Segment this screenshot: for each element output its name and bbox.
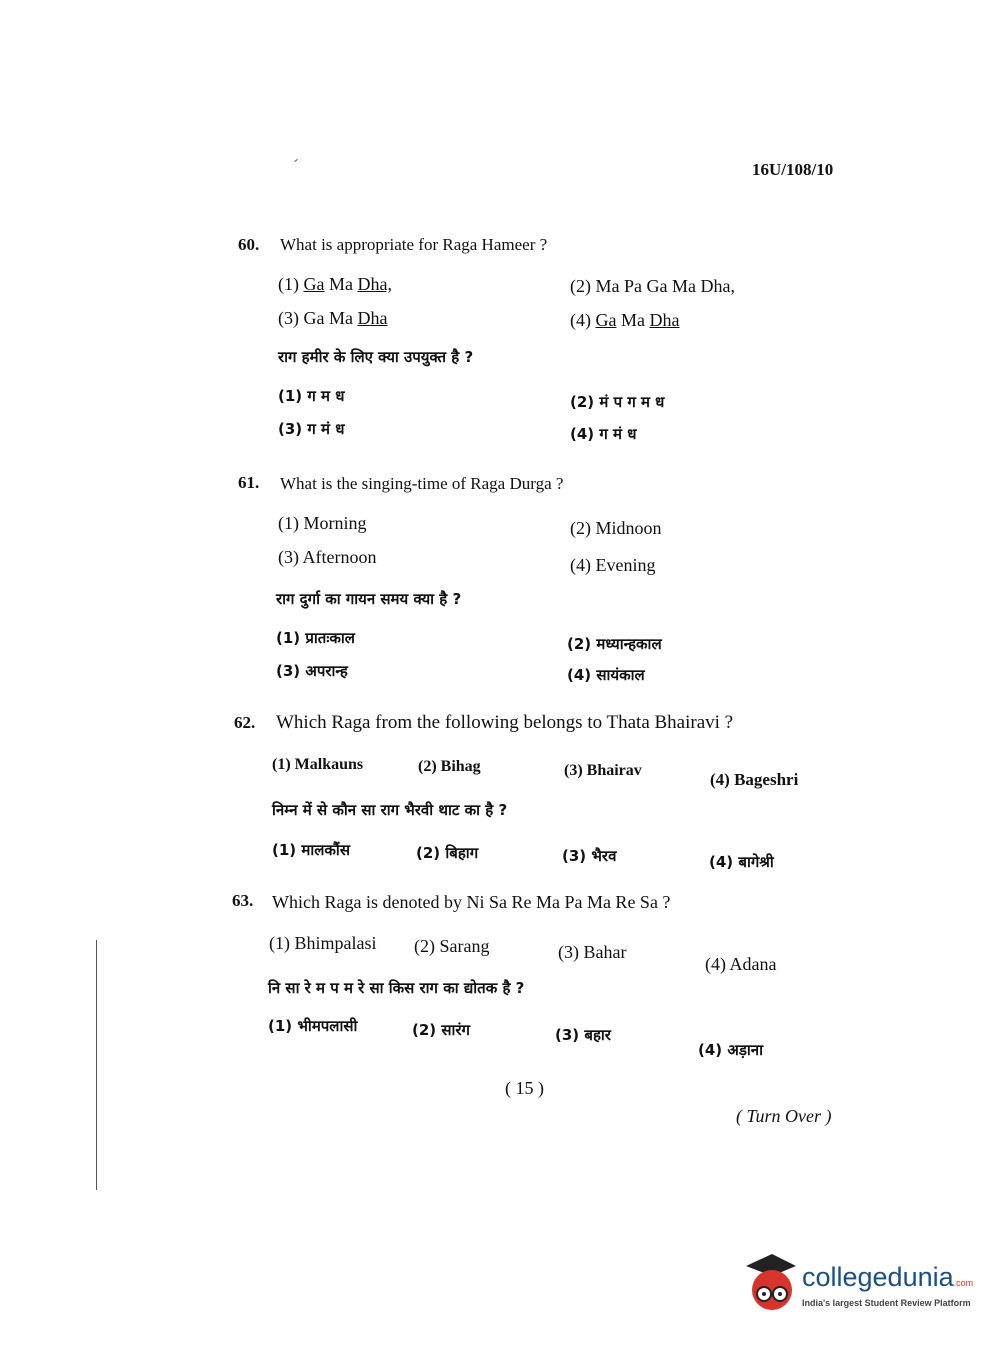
option-number: (2) (414, 936, 435, 956)
option-text: ग मं ध (599, 425, 637, 443)
question-number: 62. (234, 713, 256, 732)
option-text: Bahar (583, 942, 627, 962)
hindi-option (555, 1025, 611, 1045)
note: Ga (595, 310, 617, 330)
note: Ga (646, 276, 668, 296)
hindi-option (709, 852, 774, 872)
option-number: (1) (276, 629, 301, 647)
option-text: बिहाग (445, 844, 479, 862)
question-number: 61. (238, 473, 260, 492)
option-number: (1) (278, 513, 299, 533)
brand-suffix: .com (953, 1278, 974, 1288)
note: Dha, (357, 274, 392, 294)
option-number: (3) (278, 547, 299, 567)
option-text: ग मं ध (307, 420, 345, 438)
option (710, 770, 798, 790)
hindi-option (570, 424, 636, 444)
hindi-question-text: राग दुर्गा का गायन समय क्या है ? (276, 590, 462, 608)
option-text: Bhairav (586, 762, 642, 779)
option (570, 555, 656, 576)
option-text: Malkauns (294, 756, 364, 773)
page-number: ( 15 ) (505, 1078, 544, 1098)
option-text: Midnoon (595, 518, 662, 538)
option-text: Bihag (440, 758, 481, 775)
option-text: प्रातःकाल (305, 629, 355, 647)
option-number: (3) (555, 1026, 580, 1044)
option-text: Afternoon (302, 547, 377, 567)
option-number: (3) (562, 847, 587, 865)
option-number: (3) (278, 420, 303, 438)
question-text: What is appropriate for Raga Hameer ? (280, 235, 548, 254)
note: Ga (303, 274, 325, 294)
option (269, 933, 377, 954)
note: Ma (672, 276, 696, 296)
option (570, 518, 662, 539)
option-number: (3) (558, 942, 579, 962)
option-number: (1) (272, 756, 291, 773)
option-number: (4) (570, 555, 591, 575)
option (564, 762, 642, 780)
option-number: (3) (278, 308, 299, 328)
note: Dha (357, 308, 388, 328)
note: Ma (621, 310, 645, 330)
option-text: बागेश्री (738, 853, 774, 871)
option-text: Sarang (439, 936, 490, 956)
paper-code: 16U/108/10 (752, 160, 834, 179)
note: Ga (303, 308, 325, 328)
note: Pa (624, 276, 642, 296)
option-text: मालकौंस (301, 841, 350, 859)
option-text: Bageshri (734, 770, 799, 789)
collegedunia-logo (742, 1252, 972, 1324)
option-number: (2) (418, 758, 437, 775)
hindi-option (567, 634, 662, 654)
option-text: सायंकाल (596, 666, 645, 684)
option-number: (4) (567, 666, 592, 684)
option-text: Adana (729, 954, 777, 974)
question-text: What is the singing-time of Raga Durga ? (280, 474, 564, 493)
option-number: (4) (570, 310, 591, 330)
brand-text: collegedunia (802, 1262, 954, 1292)
turn-over-note: ( Turn Over ) (736, 1106, 832, 1126)
hindi-question-text: राग हमीर के लिए क्या उपयुक्त है ? (278, 348, 474, 366)
option (272, 756, 363, 774)
option (278, 274, 392, 295)
option-text: ग म ध (307, 387, 345, 405)
option-number: (2) (412, 1021, 437, 1039)
hindi-option (412, 1020, 470, 1040)
hindi-question-text: निम्न में से कौन सा राग भैरवी थाट का है ? (272, 801, 508, 819)
option-number: (4) (710, 770, 730, 789)
scan-mark (96, 940, 97, 1190)
hindi-option (278, 419, 344, 439)
hindi-question-text: नि सा रे म प म रे सा किस राग का द्योतक है ? (268, 979, 525, 997)
scan-mark (294, 159, 298, 162)
note: Ma (329, 308, 353, 328)
option-text: भीमपलासी (297, 1017, 358, 1035)
option (278, 547, 377, 568)
option (558, 942, 626, 963)
option-text: भैरव (591, 847, 617, 865)
hindi-option (562, 846, 616, 866)
option-number: (2) (570, 393, 595, 411)
option-number: (4) (570, 425, 595, 443)
option-text: Morning (303, 513, 367, 533)
option-number: (3) (276, 662, 301, 680)
option-number: (4) (709, 853, 734, 871)
option-number: (3) (564, 762, 583, 779)
option-number: (2) (570, 518, 591, 538)
question-number: 63. (232, 891, 254, 910)
option (414, 936, 489, 957)
hindi-option (276, 661, 348, 681)
option-number: (1) (268, 1017, 293, 1035)
option (278, 308, 388, 329)
option-text: मं प ग म ध (599, 393, 665, 411)
note: Dha, (700, 276, 735, 296)
option (570, 276, 735, 297)
option-number: (1) (278, 274, 299, 294)
hindi-option (698, 1040, 763, 1060)
mascot-icon (742, 1252, 798, 1316)
option-number: (2) (570, 276, 591, 296)
option-text: Evening (595, 555, 656, 575)
hindi-option (416, 843, 478, 863)
option-text: बहार (584, 1026, 611, 1044)
hindi-option (276, 628, 355, 648)
option-text: मध्यान्हकाल (596, 635, 662, 653)
note: Dha (649, 310, 680, 330)
question-text: Which Raga from the following belongs to Thata Bhairavi ? (276, 712, 734, 733)
option-number: (2) (416, 844, 441, 862)
question-text: Which Raga is denoted by Ni Sa Re Ma Pa Ma Re Sa ? (272, 892, 671, 912)
option (570, 310, 680, 331)
brand-tagline: India's largest Student Review Platform (802, 1298, 971, 1308)
hindi-option (567, 665, 645, 685)
option-number: (4) (705, 954, 726, 974)
note: Ma (595, 276, 620, 296)
option-number: (2) (567, 635, 592, 653)
option-number: (1) (272, 841, 297, 859)
question-number: 60. (238, 235, 260, 254)
option-number: (1) (278, 387, 303, 405)
hindi-option (268, 1016, 357, 1036)
note: Ma (329, 274, 353, 294)
option (278, 513, 367, 534)
hindi-option (278, 386, 344, 406)
hindi-option (570, 392, 664, 412)
option-text: Bhimpalasi (294, 933, 377, 953)
hindi-option (272, 840, 350, 860)
option (418, 758, 481, 776)
option-number: (4) (698, 1041, 723, 1059)
option-number: (1) (269, 933, 290, 953)
option-text: अपरान्ह (305, 662, 348, 680)
option (705, 954, 777, 975)
option-text: अड़ाना (727, 1041, 763, 1059)
brand-name (802, 1262, 973, 1293)
option-text: सारंग (441, 1021, 470, 1039)
